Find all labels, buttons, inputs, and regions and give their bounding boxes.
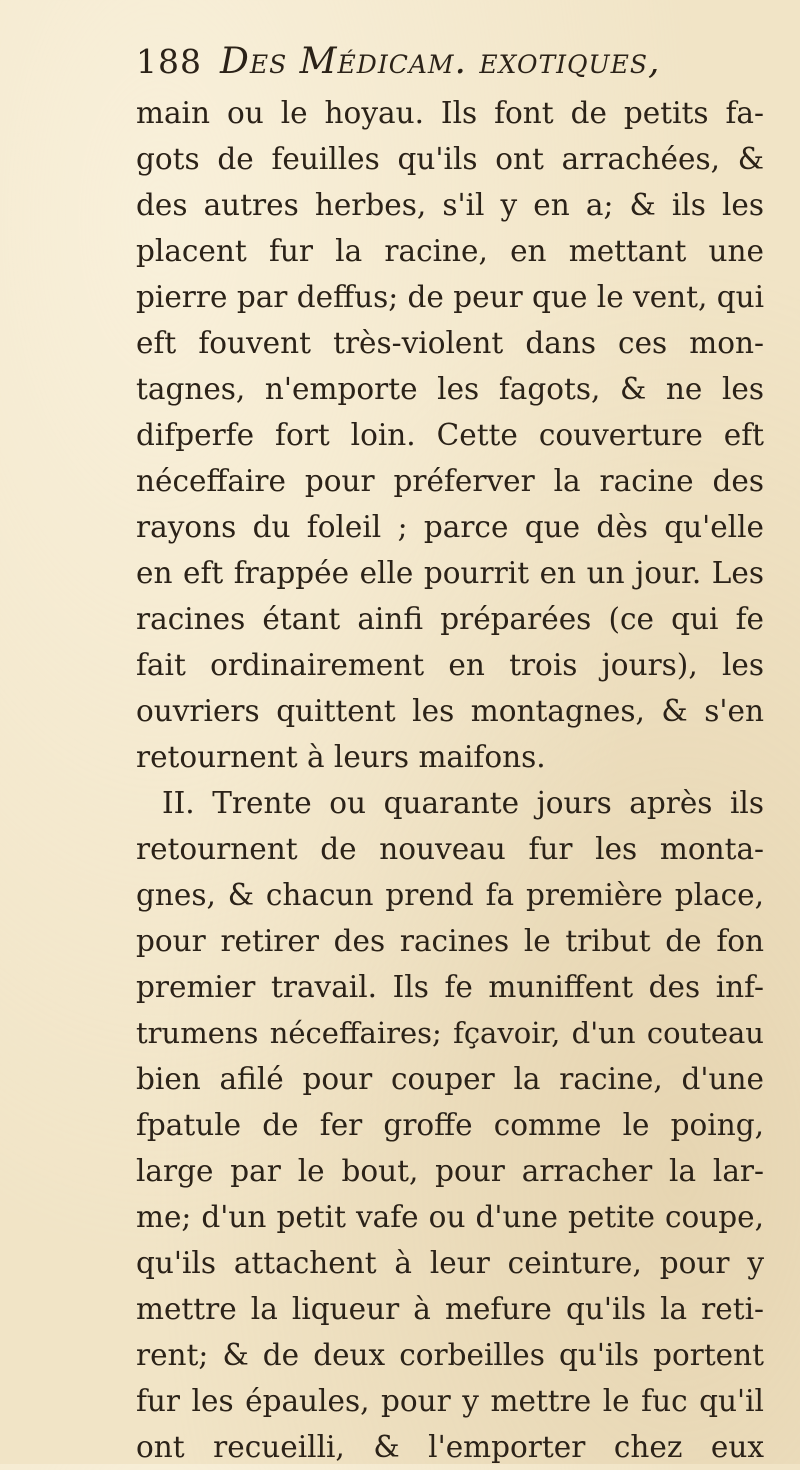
text-line: pierre par deffus; de peur que le vent, qui — [136, 280, 765, 314]
text-line: trumens néceffaires; fçavoir, d'un couteau — [136, 1016, 764, 1050]
text-line: qu'ils attachent à leur ceinture, pour y — [136, 1246, 764, 1280]
text-line: mettre la liqueur à mefure qu'ils la reti- — [136, 1292, 764, 1326]
page-number: 188 — [136, 42, 202, 81]
text-line: difperfe fort loin. Cette couverture eft — [136, 418, 764, 452]
text-line: fpatule de fer groffe comme le poing, — [136, 1108, 764, 1142]
text-line: pour retirer des racines le tribut de fon — [136, 924, 764, 958]
paragraph-end-line: retournent à leurs maifons. — [136, 740, 546, 774]
running-title: Des Médicam. exotiques, — [220, 41, 661, 82]
running-head — [136, 34, 764, 90]
text-line: ouvriers quittent les montagnes, & s'en — [136, 694, 764, 728]
text-line: rayons du foleil ; parce que dès qu'elle — [136, 510, 764, 544]
text-line: retournent de nouveau fur les monta- — [136, 832, 764, 866]
text-line: des autres herbes, s'il y en a; & ils les — [136, 188, 764, 222]
text-line: racines étant ainfi préparées (ce qui fe — [136, 602, 764, 636]
text-line: gots de feuilles qu'ils ont arrachées, & — [136, 142, 764, 176]
text-line: main ou le hoyau. Ils font de petits fa- — [136, 96, 764, 130]
text-line: en eft frappée elle pourrit en un jour. Les — [136, 556, 764, 590]
text-line: ont recueilli, & l'emporter chez eux — [136, 1430, 764, 1464]
text-line: placent fur la racine, en mettant une — [136, 234, 764, 268]
text-line: rent; & de deux corbeilles qu'ils portent — [136, 1338, 764, 1372]
text-line: premier travail. Ils fe muniffent des inf- — [136, 970, 764, 1004]
text-line: fur les épaules, pour y mettre le fuc qu'il — [136, 1384, 764, 1418]
text-line: tagnes, n'emporte les fagots, & ne les — [136, 372, 764, 406]
text-line: fait ordinairement en trois jours), les — [136, 648, 764, 682]
text-line: néceffaire pour préferver la racine des — [136, 464, 764, 498]
text-line: me; d'un petit vafe ou d'une petite coupe, — [136, 1200, 764, 1234]
paragraph-start-line: II. Trente ou quarante jours après ils — [162, 786, 764, 820]
text-line: gnes, & chacun prend fa première place, — [136, 878, 764, 912]
text-line: bien afilé pour couper la racine, d'une — [136, 1062, 764, 1096]
text-line: large par le bout, pour arracher la lar- — [136, 1154, 764, 1188]
text-line: eft fouvent très-violent dans ces mon- — [136, 326, 764, 360]
body-text — [136, 90, 764, 1470]
